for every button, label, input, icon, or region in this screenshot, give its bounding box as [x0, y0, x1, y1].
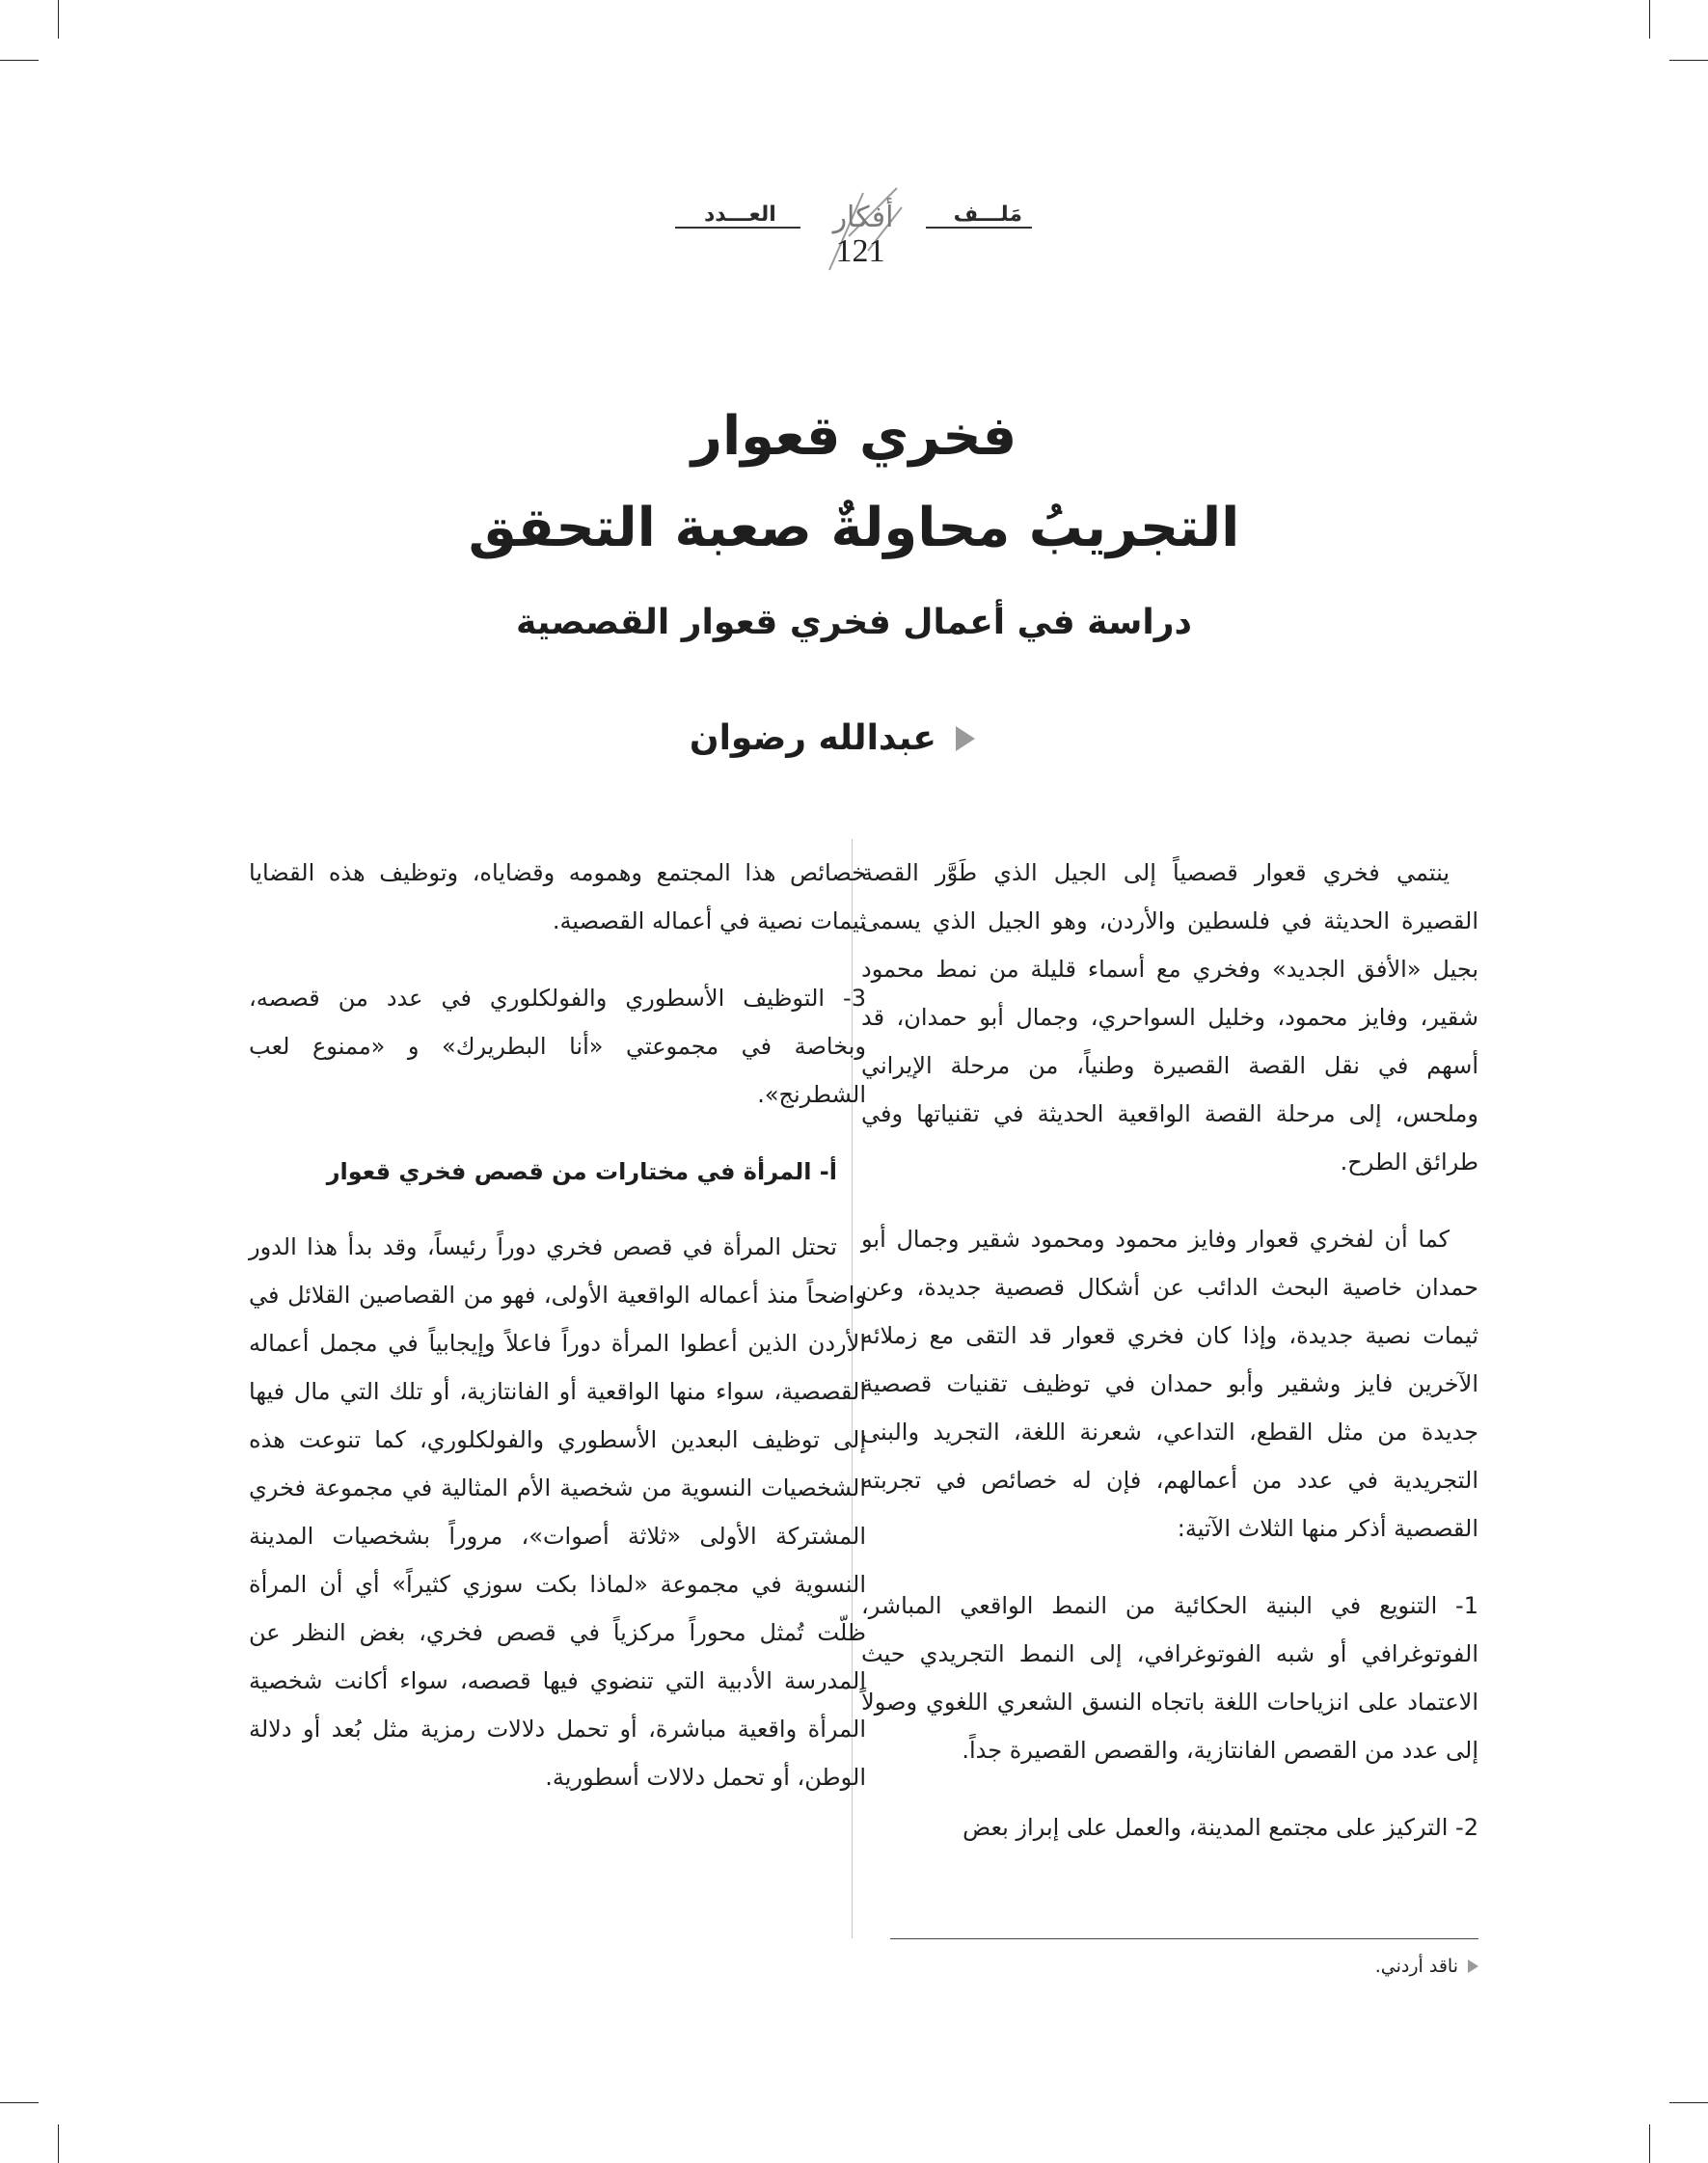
paragraph: ينتمي فخري قعوار قصصياً إلى الجيل الذي طَوَّر القصة القصيرة الحديثة في فلسطين والأردن، وهو الجيل الذي يسمى بجيل «الأفق الجديد» وفخري مع أسماء قليلة من نمط محمود شقير، وفايز محمود، وخليل السواحري، وجمال أبو حمدان، قد أسهم في نقل القصة القصيرة وطنياً، من مرحلة الإيراني وملحس، إلى مرحلة القصة الواقعية الحديثة في تقنياتها وفي طرائق الطرح. — [861, 859, 1478, 1176]
crop-mark — [1649, 0, 1650, 39]
article-title-line2: التجريبُ محاولةٌ صعبة التحقق — [468, 497, 1240, 559]
list-item: 1- التنويع في البنية الحكائية من النمط الواقعي المباشر، الفوتوغرافي أو شبه الفوتوغرافي، إلى النمط التجريدي حيث الاعتماد على انزياحات اللغة باتجاه النسق الشعري اللغوي وصولاً إلى عدد من القصص الفانتازية، والقصص القصيرة جداً. — [861, 1592, 1478, 1764]
paragraph: كما أن لفخري قعوار وفايز محمود ومحمود شقير وجمال أبو حمدان خاصية البحث الدائب عن أشكال قصصية جديدة، وعن ثيمات نصية جديدة، وإذا كان فخري قعوار قد التقى مع زملائه الآخرين فايز وشقير وأبو حمدان في توظيف تقنيات قصصية جديدة من مثل القطع، التداعي، شعرنة اللغة، التجريد والبنى التجريدية في عدد من أعمالهم، فإن له خصائص في تجربته القصصية أذكر منها الثلاث الآتية: — [861, 1226, 1478, 1542]
footnote — [1375, 1956, 1478, 1977]
crop-mark — [58, 2124, 59, 2163]
issue-label: العـــدد — [704, 203, 776, 227]
section-label: مَلـــف — [953, 203, 1022, 227]
crop-mark — [1669, 60, 1708, 61]
article-subtitle: دراسة في أعمال فخري قعوار القصصية — [516, 603, 1192, 642]
footnote-rule — [890, 1938, 1478, 1939]
triangle-bullet-icon — [956, 726, 975, 751]
triangle-bullet-icon — [1468, 1960, 1478, 1973]
crop-mark — [1649, 2124, 1650, 2163]
right-column — [861, 849, 1478, 1880]
crop-mark — [0, 60, 39, 61]
crop-mark — [1669, 2102, 1708, 2103]
article-title: فخري قعوار — [691, 405, 1017, 468]
page-number: 121 — [835, 233, 885, 269]
paragraph: تحتل المرأة في قصص فخري دوراً رئيساً، وقد بدأ هذا الدور واضحاً منذ أعماله الواقعية الأولى، فهو من القصاصين القلائل في الأردن الذين أعطوا المرأة دوراً فاعلاً وإيجابياً في مجمل أعماله القصصية، سواء منها الواقعية أو الفانتازية، أو تلك التي مال فيها إلى توظيف البعدين الأسطوري والفولكلوري، كما تنوعت هذه الشخصيات النسوية من شخصية الأم المثالية في مجموعة فخري المشتركة الأولى «ثلاثة أصوات»، مروراً بشخصيات المدينة النسوية في مجموعة «لماذا بكت سوزي كثيراً» أي أن المرأة ظلّت تُمثل محوراً مركزياً في قصص فخري، بغض النظر عن المدرسة الأدبية التي تنضوي فيها قصصه، سواء أكانت شخصية المرأة واقعية مباشرة، أو تحمل دلالات رمزية مثل بُعد أو دلالة الوطن، أو تحمل دلالات أسطورية. — [249, 1233, 866, 1791]
footnote-text: ناقد أردني. — [1374, 1956, 1458, 1977]
author-byline — [690, 718, 975, 758]
list-item: 3- التوظيف الأسطوري والفولكلوري في عدد من قصصه، وبخاصة في مجموعتي «أنا البطريرك» و «ممنوع لعب الشطرنج». — [249, 985, 866, 1108]
crop-mark — [58, 0, 59, 39]
paragraph: خصائص هذا المجتمع وهمومه وقضاياه، وتوظيف هذه القضايا ثيمات نصية في أعماله القصصية. — [249, 859, 866, 934]
left-column — [249, 849, 866, 1830]
section-heading: أ- المرأة في مختارات من قصص فخري قعوار — [326, 1158, 837, 1185]
list-item: 2- التركيز على مجتمع المدينة، والعمل على إبراز بعض — [962, 1814, 1478, 1841]
header-rule — [675, 227, 800, 229]
header-rule — [926, 227, 1032, 229]
author-name: عبدالله رضوان — [689, 718, 936, 758]
running-header — [675, 183, 1032, 284]
svg-text:أفكار: أفكار — [832, 201, 894, 234]
crop-mark — [0, 2102, 39, 2103]
